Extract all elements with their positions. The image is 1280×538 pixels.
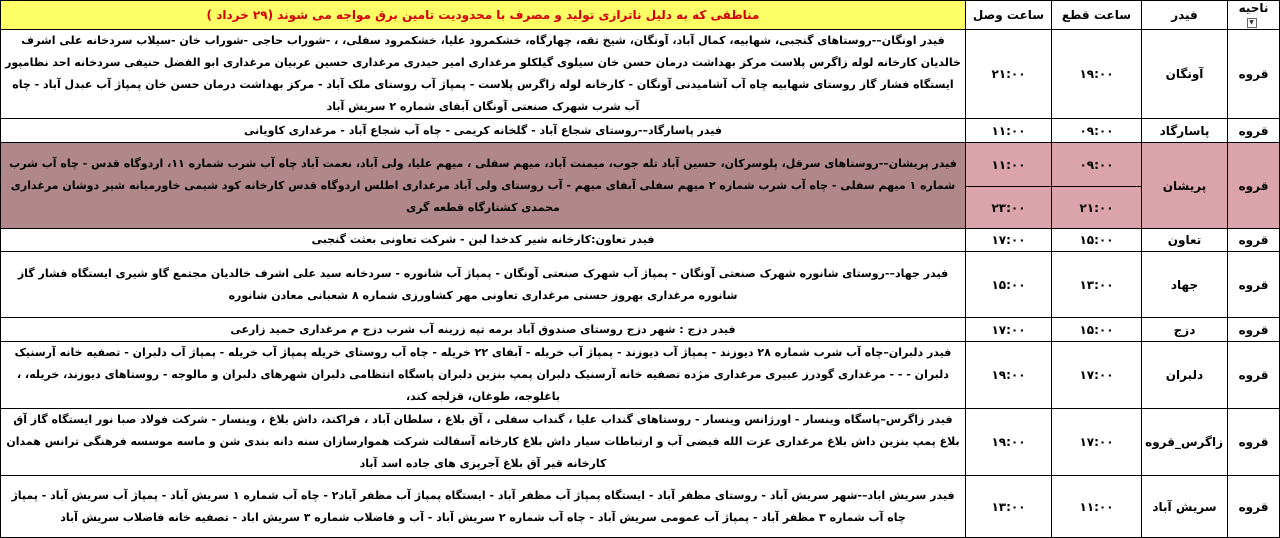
affected-areas-cell: فیدر سریش اباد–-شهر سریش آباد - روستای مظفر آباد - ایستگاه پمپاژ آب مظفر آباد - ایستگاه پمپاژ آب مظفر آباد۲ - چاه آب شماره ۱ سریش آباد - پمپاژ آب سریش آباد - پمپاژ چاه آب شماره ۳ مظفر آباد - پمپاژ آب عمومی سریش آباد - چاه آب شماره ۲ سریش آباد - آب و فاضلاب شماره ۳ سریش اباد - تصفیه خانه فاضلاب سریش آباد (1, 476, 966, 538)
cut-time-cell-second: ۲۱:۰۰ (1052, 187, 1142, 229)
feeder-cell: زاگرس_قروه (1142, 409, 1228, 476)
table-row (1, 409, 1280, 476)
cut-time-cell: ۱۷:۰۰ (1052, 342, 1142, 409)
feeder-cell: آونگان (1142, 30, 1228, 119)
table-row-highlighted (1, 143, 1280, 187)
region-cell: قروه (1228, 143, 1280, 229)
cut-time-cell: ۱۱:۰۰ (1052, 476, 1142, 538)
cut-time-cell: ۱۷:۰۰ (1052, 409, 1142, 476)
feeder-cell: سریش آباد (1142, 476, 1228, 538)
header-cut-time: ساعت قطع (1052, 1, 1142, 30)
region-cell: قروه (1228, 229, 1280, 252)
cut-time-cell: ۱۹:۰۰ (1052, 30, 1142, 119)
connect-time-cell: ۱۱:۰۰ (966, 143, 1052, 187)
connect-time-cell: ۱۹:۰۰ (966, 342, 1052, 409)
connect-time-cell: ۱۷:۰۰ (966, 318, 1052, 342)
feeder-cell: دلبران (1142, 342, 1228, 409)
affected-areas-cell: فیدر جهاد–-روستای شانوره شهرک صنعتی آونگان - پمپاژ آب شهرک صنعتی آونگان - پمپاژ آب شانوره - سردخانه سید علی اشرف خالدیان مجتمع گاو شیری ایستگاه فشار گاز شانوره مرغداری بهروز حسنی مرغداری تعاونی مهر کشاورزی شماره ۸ شعبانی معادن شانوره (1, 252, 966, 318)
affected-areas-cell: فیدر پریشان–-روستاهای سرقل، پلوسرکان، حسین آباد تله جوب، میمنت آباد، میهم سفلی ، میهم علیا، ولی آباد، نعمت آباد چاه آب شرب شماره ۱۱، اردوگاه قدس - چاه آب شرب شماره ۱ میهم سفلی - چاه آب شرب شماره ۲ میهم سفلی آبفای میهم - آب روستای ولی آباد مرغداری اطلس اردوگاه قدس کارخانه کود شیمی خاورمیانه شیر دوشان مرغداری محمدی کشتارگاه قطعه گری (1, 143, 966, 229)
feeder-cell: پاسارگاد (1142, 119, 1228, 143)
cut-time-cell: ۱۳:۰۰ (1052, 252, 1142, 318)
table-row (1, 119, 1280, 143)
connect-time-cell: ۲۱:۰۰ (966, 30, 1052, 119)
header-region[interactable] (1228, 1, 1280, 30)
table-row (1, 318, 1280, 342)
cut-time-cell: ۰۹:۰۰ (1052, 143, 1142, 187)
cut-time-cell: ۰۹:۰۰ (1052, 119, 1142, 143)
region-cell: قروه (1228, 318, 1280, 342)
table-row (1, 252, 1280, 318)
affected-areas-cell: فیدر دزج : شهر دزج روستای صندوق آباد برمه تپه زرینه آب شرب دزج م مرغداری حمید زارعی (1, 318, 966, 342)
region-cell: قروه (1228, 252, 1280, 318)
affected-areas-cell: فیدر پاسارگاد–-روستای شجاع آباد - گلخانه کریمی - چاه آب شجاع آباد - مرغداری کاویانی (1, 119, 966, 143)
feeder-cell: تعاون (1142, 229, 1228, 252)
header-region-label: ناحیه (1238, 1, 1269, 15)
header-connect-time: ساعت وصل (966, 1, 1052, 30)
region-cell: قروه (1228, 342, 1280, 409)
region-cell: قروه (1228, 30, 1280, 119)
connect-time-cell-second: ۲۳:۰۰ (966, 187, 1052, 229)
header-notice: مناطقی که به دلیل ناترازی تولید و مصرف با محدودیت تامین برق مواجه می شوند (۲۹ خرداد ) (1, 1, 966, 30)
connect-time-cell: ۱۷:۰۰ (966, 229, 1052, 252)
affected-areas-cell: فیدر تعاون:کارخانه شیر کدخدا لبن - شرکت تعاونی بعثت گنجبی (1, 229, 966, 252)
connect-time-cell: ۱۱:۰۰ (966, 119, 1052, 143)
feeder-cell: دزج (1142, 318, 1228, 342)
table-row (1, 229, 1280, 252)
cut-time-cell: ۱۵:۰۰ (1052, 318, 1142, 342)
affected-areas-cell: فیدر دلبران–چاه آب شرب شماره ۲۸ دیوزند - پمپاژ آب دیوزند - پمپاژ آب خریله - آبفای ۲۲ خریله - چاه آب روستای خریله پمپاژ آب خریله - پمپاژ آب دلبران - تصفیه خانه آرسنیک دلبران - - - مرغداری گودرز عبیری مرغداری مژده تصفیه خانه آرسنیک دلبران پمپ بنزین دلبران پاسگاه انتظامی دلبران شهرهای دلبران و مالوجه - روستاهای دیوزند، خریله، ، باغلوجه، طوغان، قزلجه کند، (1, 342, 966, 409)
table-row (1, 30, 1280, 119)
region-cell: قروه (1228, 476, 1280, 538)
region-cell: قروه (1228, 119, 1280, 143)
table-row (1, 342, 1280, 409)
table-row (1, 476, 1280, 538)
region-cell: قروه (1228, 409, 1280, 476)
connect-time-cell: ۱۹:۰۰ (966, 409, 1052, 476)
feeder-cell: پریشان (1142, 143, 1228, 229)
cut-time-cell: ۱۵:۰۰ (1052, 229, 1142, 252)
feeder-cell: جهاد (1142, 252, 1228, 318)
connect-time-cell: ۱۳:۰۰ (966, 476, 1052, 538)
filter-dropdown-icon[interactable]: ▼ (1247, 18, 1257, 28)
header-feeder: فیدر (1142, 1, 1228, 30)
affected-areas-cell: فیدر اونگان–-روستاهای گنجبی، شهابیه، کمال آباد، آونگان، شیخ تقه، چهارگاه، خشکمرود علیا، خشکمرود سفلی، ، -شوراب حاجی -شوراب خان -سیلاب سردخانه علی اشرف خالدیان کارخانه لوله زاگرس پلاست مرکز بهداشت درمان حسن خان سیلوی گیلکلو مرغداری امیر حیدری مرغداری حسین عربیان مرغداری ابو الفضل حنیفی سردخانه احد نظامپور ایستگاه فشار گاز روستای شهابیه چاه آب آشامیدنی آونگان - کارخانه لوله زاگرس پلاست - پمپاژ آب روستای ملک آباد - مرکز بهداشت درمان حسن خان پمپاژ آب عبدل آباد - چاه آب شرب شهرک صنعتی آونگان آبفای شماره ۲ سریش آباد (1, 30, 966, 119)
connect-time-cell: ۱۵:۰۰ (966, 252, 1052, 318)
affected-areas-cell: فیدر زاگرس–پاسگاه وینسار - اورژانس وینسار - روستاهای گنداب علیا ، گنداب سفلی ، آق بلاغ ، سلطان آباد ، فراکند، داش بلاغ ، وینسار - شرکت فولاد صبا نور ایستگاه گاز آق بلاغ پمپ بنزین داش بلاغ مرغداری عزت الله فیضی آب و ارتباطات سیار داش بلاغ کارخانه آسفالت شرکت هموارسازان سنه دانه بندی شن و ماسه موسسه فرهنگی ترانس همدان کارخانه قیر آق بلاغ آجرپزی های جاده اسد آباد (1, 409, 966, 476)
header-row (1, 1, 1280, 30)
